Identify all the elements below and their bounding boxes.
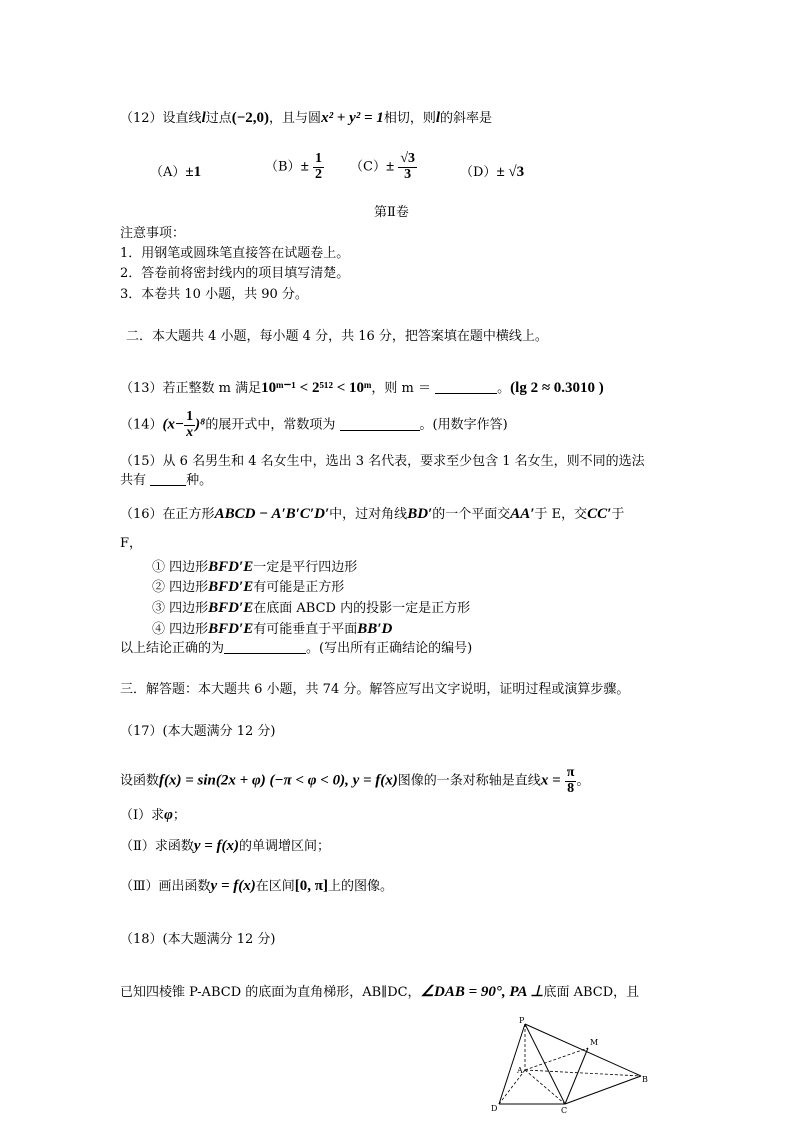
q17-frac-num: π — [566, 765, 575, 780]
q17-p2-func: y = f(x) — [193, 838, 240, 854]
q14-expr-open: (x− — [162, 416, 185, 433]
q17-text-c: 。 — [576, 773, 590, 789]
edge-ab — [525, 1070, 641, 1076]
q18-angle: ∠DAB = 90°, PA ⊥ — [420, 984, 544, 1000]
q16-s2-quad: BFD′E — [208, 579, 254, 595]
edge-pd — [499, 1024, 525, 1104]
q16-concl-b: 。(写出所有正确结论的编号) — [306, 641, 473, 656]
q13-number: （13） — [120, 381, 163, 396]
q16-statement-2 — [152, 578, 344, 596]
edge-ac — [525, 1070, 565, 1104]
q13 — [120, 379, 604, 397]
q14-frac-den: x — [186, 424, 194, 440]
q17-p1-text-b: ； — [172, 808, 186, 823]
q16-text-c: 的一个平面交 — [432, 507, 511, 522]
q13-text-c: 。 — [497, 381, 511, 396]
q12-option-b-label: （B） — [265, 159, 301, 175]
q12-option-a-label: （A） — [150, 165, 186, 180]
q16-s1-text-a: 四边形 — [169, 560, 209, 575]
q14-expr-close: )⁸ — [195, 416, 206, 433]
q18-pyramid-figure — [485, 1012, 655, 1118]
notes-item-2: 2．答卷前将密封线内的项目填写清楚。 — [120, 266, 350, 281]
q17-p2-text-b: 的单调增区间； — [239, 839, 331, 854]
section-title: 第Ⅱ卷 — [374, 205, 409, 220]
label-m: M — [590, 1038, 599, 1047]
q17-fraction — [565, 766, 577, 796]
q12-point: (−2,0) — [231, 110, 270, 126]
q12-option-b-fraction — [313, 152, 324, 182]
q16-s3-mark: ③ — [152, 601, 166, 616]
q12-option-c-num: √3 — [400, 151, 416, 166]
q12-option-b-den: 2 — [314, 166, 322, 182]
q17-frac-den: 8 — [567, 780, 575, 796]
q16-statement-3 — [152, 599, 470, 617]
q17-function: f(x) = sin(2x + φ) (−π < φ < 0), y = f(x) — [159, 772, 398, 789]
notes-heading: 注意事项： — [120, 226, 186, 241]
q15-text-a: 共有 — [120, 473, 147, 488]
label-b: B — [642, 1075, 648, 1084]
q16-line-2: F， — [120, 536, 143, 551]
q16-statement-1 — [152, 558, 357, 576]
q16-text-a: 在正方形 — [162, 507, 215, 522]
q12-text-a: 设直线 — [162, 111, 202, 126]
q12-option-a — [150, 161, 201, 181]
q18-text-b: 底面 ABCD，且 — [543, 985, 640, 1000]
q12-var-l: l — [201, 110, 206, 126]
q17-p3-func: y = f(x) — [210, 878, 256, 894]
q12-text-e: 的斜率是 — [440, 111, 493, 126]
q15-line-2 — [120, 473, 212, 489]
q16-s3-quad: BFD′E — [208, 600, 254, 616]
q16-statement-4 — [152, 620, 392, 638]
q16-text-e: 于 — [611, 507, 625, 522]
label-c: C — [561, 1106, 568, 1115]
q12-text-c: ，且与圆 — [269, 111, 322, 126]
q12-option-c-pm: ± — [385, 158, 395, 175]
q17-p1-text-a: （Ⅰ）求 — [120, 808, 165, 823]
q16-s2-text-a: 四边形 — [169, 580, 209, 595]
q16-text-b: 中，过对角线 — [329, 507, 408, 522]
q17-text-b: 图像的一条对称轴是直线 — [397, 773, 541, 789]
q14 — [120, 410, 508, 440]
q17-p3-text-b: 在区间 — [255, 879, 295, 894]
q16-s1-mark: ① — [152, 560, 166, 575]
q17-part-2 — [120, 837, 330, 855]
q17-p1-var: φ — [164, 807, 173, 823]
q16-line-1 — [120, 505, 624, 523]
q13-hint: (lg 2 ≈ 0.3010 ) — [510, 380, 604, 396]
q12-option-c-den: 3 — [404, 166, 412, 182]
q13-text-b: ，则 m ＝ — [371, 381, 431, 396]
q17-p3-interval: [0, π] — [294, 878, 328, 894]
q17-p2-text-a: （Ⅱ）求函数 — [120, 839, 194, 854]
q17-p3-text-c: 上的图像。 — [327, 879, 393, 894]
q16-s4-mark: ④ — [152, 622, 166, 637]
q16-s4-plane: BB′D — [357, 621, 393, 637]
q16-s3-text-a: 四边形 — [169, 601, 209, 616]
q12-text-d: 相切，则 — [383, 111, 436, 126]
label-d: D — [491, 1104, 498, 1113]
q14-text-a: 的展开式中，常数项为 — [205, 417, 336, 433]
q16-s4-quad: BFD′E — [208, 621, 254, 637]
q16-s4-text-b: 有可能垂直于平面 — [253, 622, 358, 637]
q16-edge-aa: AA′ — [510, 506, 535, 522]
q13-inequality: 10ᵐ⁻¹ < 2⁵¹² < 10ᵐ — [261, 380, 372, 396]
edge-am — [525, 1048, 588, 1070]
q12-number: （12） — [120, 111, 163, 126]
q16-s1-quad: BFD′E — [208, 559, 254, 575]
q16-cube: ABCD − A′B′C′D′ — [214, 506, 330, 522]
q14-fraction — [184, 410, 195, 440]
q12-option-c-label: （C） — [350, 159, 386, 175]
q16-s4-text-a: 四边形 — [169, 622, 209, 637]
q17-p3-text-a: （Ⅲ）画出函数 — [120, 879, 211, 894]
q12-option-b — [265, 152, 324, 182]
q16-diagonal: BD′ — [407, 506, 433, 522]
part2-header: 二．本大题共 4 小题，每小题 4 分，共 16 分，把答案填在题中横线上。 — [126, 329, 548, 344]
q12-option-d — [460, 161, 524, 181]
q18-title: （18）(本大题满分 12 分) — [120, 932, 276, 947]
q16-conclusion — [120, 641, 472, 657]
edge-ad — [499, 1070, 525, 1104]
q15-answer-blank[interactable] — [150, 473, 186, 486]
q12-option-d-label: （D） — [460, 165, 497, 180]
q16-s3-text-b: 在底面 ABCD 内的投影一定是正方形 — [253, 601, 471, 616]
q12-option-b-num: 1 — [314, 151, 322, 166]
q14-text-b: 。(用数字作答) — [419, 417, 508, 433]
q14-answer-blank[interactable] — [340, 418, 420, 431]
q13-answer-blank[interactable] — [435, 381, 497, 394]
q14-number: （14） — [120, 417, 163, 433]
label-a: A — [517, 1066, 523, 1075]
q18-text-a: 已知四棱锥 P-ABCD 的底面为直角梯形，AB∥DC， — [120, 985, 421, 1000]
edge-cb — [565, 1076, 641, 1104]
q12-stem — [120, 109, 492, 127]
q17-title: （17）(本大题满分 12 分) — [120, 724, 276, 739]
q18-stem — [120, 983, 639, 1001]
q14-frac-num: 1 — [186, 409, 194, 424]
q12-text-b: 过点 — [205, 111, 232, 126]
edge-pc — [525, 1024, 565, 1104]
part3-header: 三．解答题：本大题共 6 小题，共 74 分。解答应写出文字说明，证明过程或演算步骤。 — [120, 682, 630, 697]
q12-circle: x² + y² = 1 — [321, 110, 384, 126]
q12-option-b-pm: ± — [300, 158, 309, 175]
notes-item-1: 1．用钢笔或圆珠笔直接答在试题卷上。 — [120, 246, 350, 261]
q12-option-c — [350, 152, 417, 182]
q16-s1-text-b: 一定是平行四边形 — [253, 560, 358, 575]
q12-var-l-2: l — [435, 110, 440, 126]
q15-line-1: （15）从 6 名男生和 4 名女生中，选出 3 名代表，要求至少包含 1 名女生，则不同的选法 — [120, 454, 645, 469]
notes-item-3: 3．本卷共 10 小题，共 90 分。 — [120, 287, 308, 302]
q16-s2-text-b: 有可能是正方形 — [253, 580, 345, 595]
edge-cm — [565, 1048, 588, 1104]
q16-answer-blank[interactable] — [224, 641, 306, 654]
q12-option-d-value: ± √3 — [496, 164, 525, 180]
q16-s2-mark: ② — [152, 580, 166, 595]
q12-option-a-value: ±1 — [185, 164, 202, 180]
q16-text-d: 于 E，交 — [534, 507, 588, 522]
label-p: P — [519, 1016, 525, 1025]
q16-edge-cc: CC′ — [587, 506, 612, 522]
q17-stem — [120, 766, 589, 796]
q17-axis: x = — [540, 772, 561, 789]
q12-option-c-fraction — [398, 152, 417, 182]
q13-text-a: 若正整数 m 满足 — [162, 381, 262, 396]
q17-text-a: 设函数 — [120, 773, 160, 789]
q17-part-3 — [120, 877, 393, 895]
q16-concl-a: 以上结论正确的为 — [120, 641, 225, 656]
q17-part-1 — [120, 806, 186, 824]
q16-number: （16） — [120, 507, 163, 522]
q15-text-b: 种。 — [186, 473, 213, 488]
